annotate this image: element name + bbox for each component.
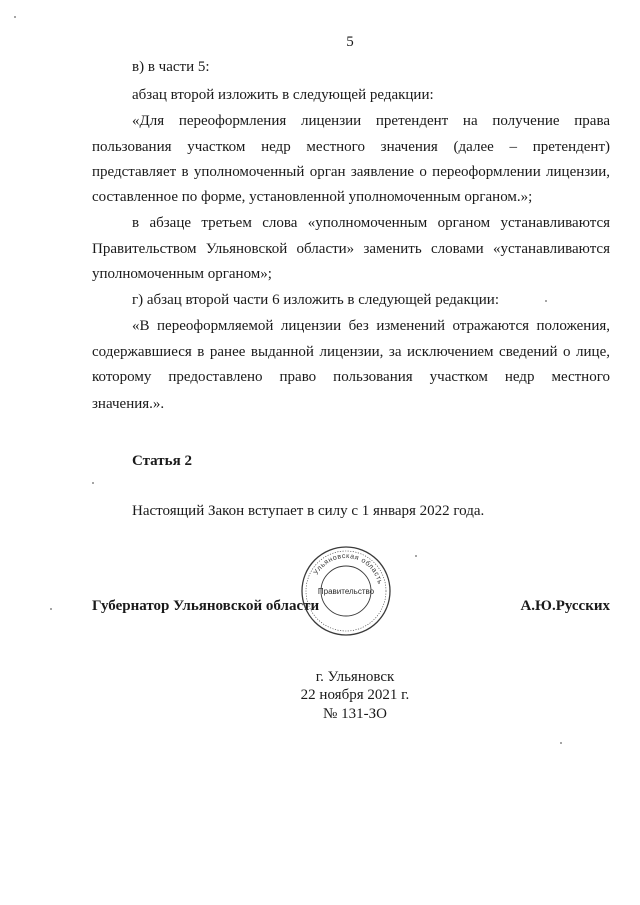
quote-2-line-2: содержавшиеся в ранее выданной лицензии, за исключением сведений о лице,	[92, 344, 610, 360]
footer-date: 22 ноября 2021 г.	[300, 687, 410, 703]
page-number: 5	[346, 34, 354, 50]
scan-speck	[545, 300, 547, 302]
quote-2-line-1: «В переоформляемой лицензии без изменений отражаются положения,	[132, 318, 610, 334]
quote-1-line-1: «Для переоформления лицензии претендент на получение права	[132, 113, 610, 129]
quote-2-line-4: значения.».	[92, 396, 165, 412]
footer-city: г. Ульяновск	[315, 669, 395, 685]
quote-2-line-3: которому предоставлено право пользования участком недр местного	[92, 369, 610, 385]
scan-speck	[415, 555, 417, 557]
item-g-heading: г) абзац второй части 6 изложить в следующей редакции:	[132, 292, 499, 308]
quote-1-line-4: составленное по форме, установленной уполномоченным органом.»;	[92, 189, 533, 205]
seal-center-text: Правительство	[317, 587, 375, 596]
footer-number: № 131-ЗО	[323, 706, 387, 722]
paragraph-instruction: абзац второй изложить в следующей редакции:	[132, 87, 434, 103]
article-text: Настоящий Закон вступает в силу с 1 января 2022 года.	[132, 503, 485, 519]
quote-1-line-3: представляет в уполномоченный орган заявление о переоформлении лицензии,	[92, 164, 610, 180]
official-seal	[300, 545, 392, 637]
signature-position: Губернатор Ульяновской области	[92, 598, 320, 614]
scan-speck	[14, 16, 16, 18]
signature-name: А.Ю.Русских	[520, 598, 610, 614]
item-v-heading: в) в части 5:	[132, 59, 210, 75]
paragraph-3-line-3: уполномоченным органом»;	[92, 266, 272, 282]
quote-1-line-2: пользования участком недр местного значения (далее – претендент)	[92, 139, 610, 155]
scan-speck	[50, 608, 52, 610]
scan-speck	[560, 742, 562, 744]
scan-speck	[92, 482, 94, 484]
article-title: Статья 2	[132, 453, 192, 469]
paragraph-3-line-2: Правительством Ульяновской области» заменить словами «устанавливаются	[92, 241, 610, 257]
seal-ring-text: Ульяновская область	[312, 552, 384, 586]
paragraph-3-line-1: в абзаце третьем слова «уполномоченным органом устанавливаются	[132, 215, 610, 231]
